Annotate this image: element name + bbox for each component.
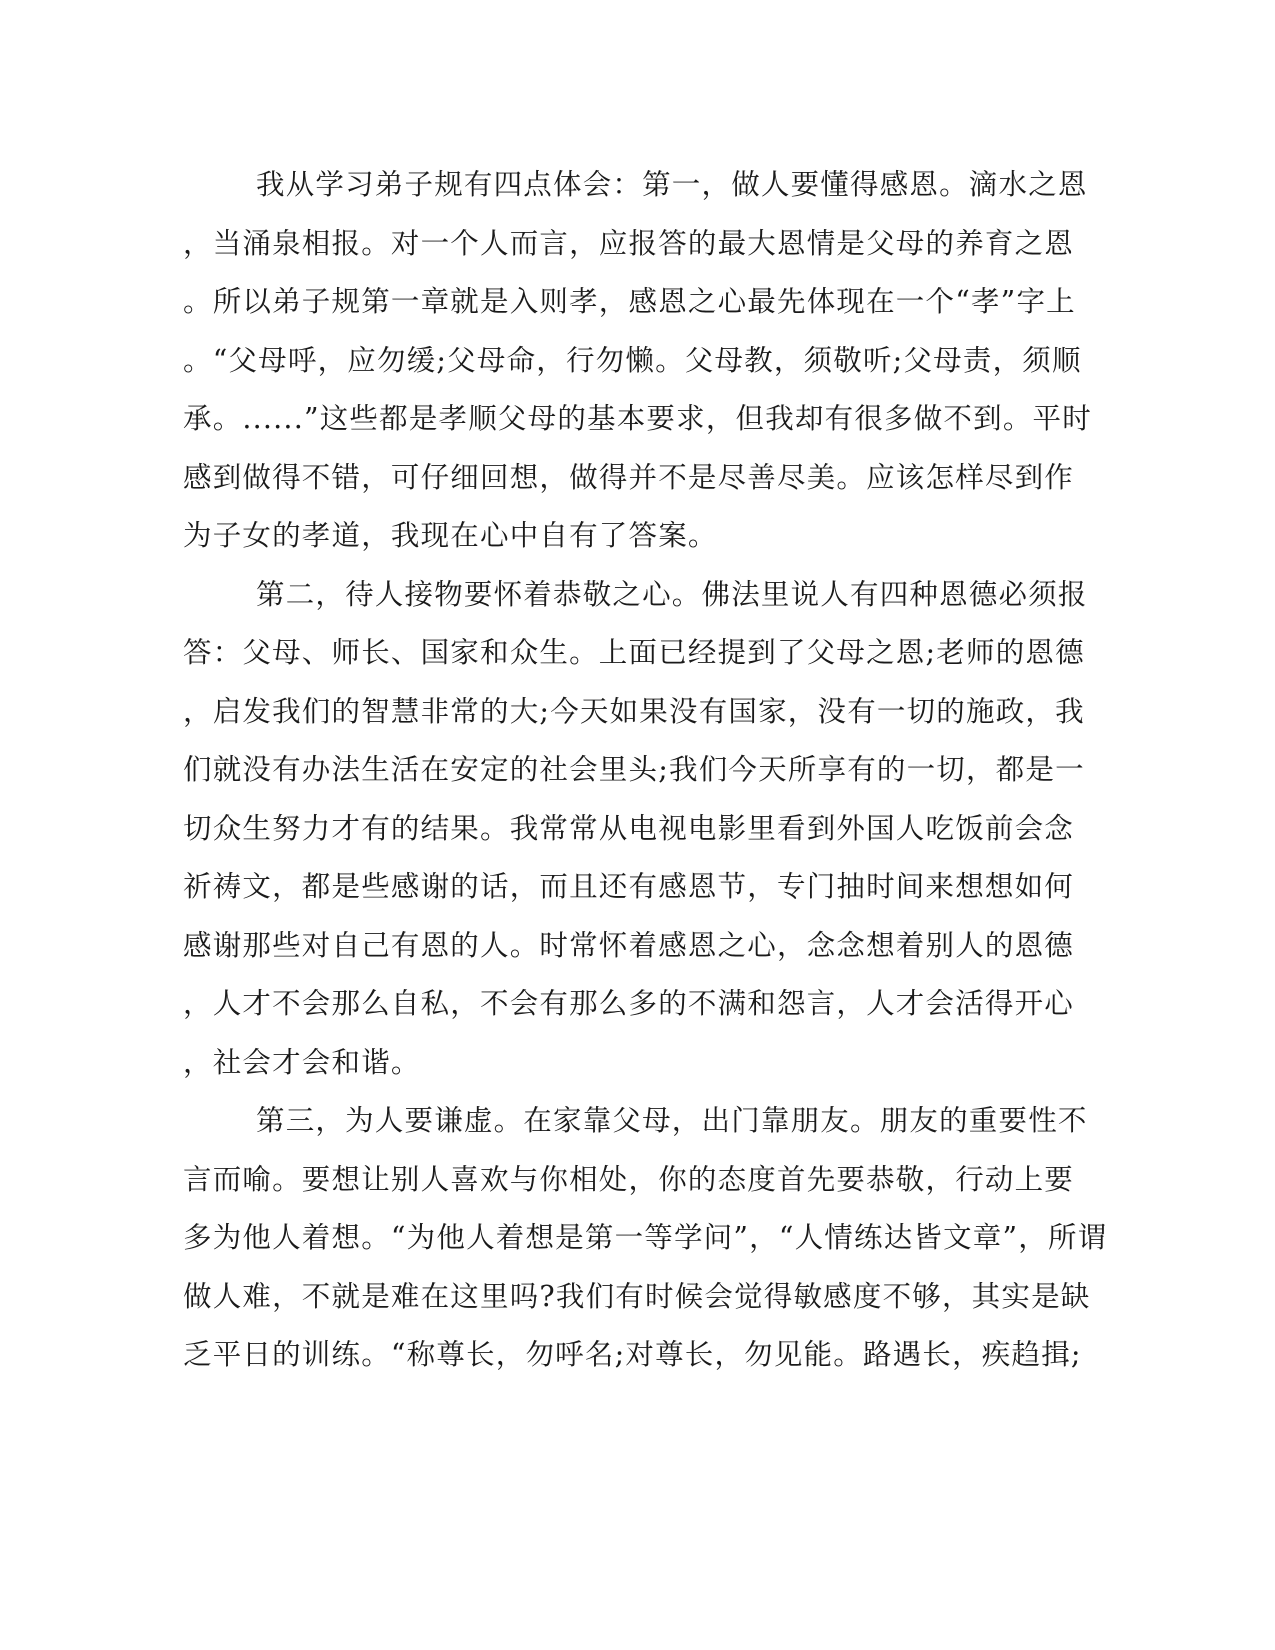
paragraph-2-line: 们就没有办法生活在安定的社会里头;我们今天所享有的一切，都是一 xyxy=(183,753,1085,786)
body-text xyxy=(183,162,1108,1391)
paragraph-3-first-line: 第三，为人要谦虚。在家靠父母，出门靠朋友。朋友的重要性不 xyxy=(256,1104,1088,1137)
paragraph-1-first-line: 我从学习弟子规有四点体会：第一，做人要懂得感恩。滴水之恩 xyxy=(256,168,1088,201)
paragraph-3-line: 做人难，不就是难在这里吗?我们有时候会觉得敏感度不够，其实是缺 xyxy=(183,1279,1091,1313)
paragraph-2-line: 切众生努力才有的结果。我常常从电视电影里看到外国人吃饭前会念 xyxy=(183,811,1075,845)
paragraph-1-line: 为子女的孝道，我现在心中自有了答案。 xyxy=(183,519,718,552)
paragraph-1-line: 感到做得不错，可仔细回想，做得并不是尽善尽美。应该怎样尽到作 xyxy=(183,460,1075,494)
paragraph-1-line: ，当涌泉相报。对一个人而言，应报答的最大恩情是父母的养育之恩 xyxy=(183,226,1075,260)
paragraph-1-line: 。所以弟子规第一章就是入则孝，感恩之心最先体现在一个“孝”字上 xyxy=(183,285,1076,318)
paragraph-2-line: ，人才不会那么自私，不会有那么多的不满和怨言，人才会活得开心 xyxy=(183,987,1075,1020)
paragraph-3-line: 言而喻。要想让别人喜欢与你相处，你的态度首先要恭敬，行动上要 xyxy=(183,1162,1075,1196)
paragraph-2-line: ，启发我们的智慧非常的大;今天如果没有国家，没有一切的施政，我 xyxy=(183,694,1085,728)
paragraph-1-line: 。“父母呼，应勿缓;父母命，行勿懒。父母教，须敬听;父母责，须顺 xyxy=(183,343,1082,377)
paragraph-2-line: ，社会才会和谐。 xyxy=(183,1045,421,1079)
paragraph-2-first-line: 第二，待人接物要怀着恭敬之心。佛法里说人有四种恩德必须报 xyxy=(256,577,1088,611)
paragraph-2-line: 祈祷文，都是些感谢的话，而且还有感恩节，专门抽时间来想想如何 xyxy=(183,870,1075,903)
paragraph-2-line: 答：父母、师长、国家和众生。上面已经提到了父母之恩;老师的恩德 xyxy=(183,636,1085,669)
paragraph-2-line: 感谢那些对自己有恩的人。时常怀着感恩之心，念念想着别人的恩德 xyxy=(183,928,1075,962)
paragraph-3-line: 乏平日的训练。“称尊长，勿呼名;对尊长，勿见能。路遇长，疾趋揖; xyxy=(183,1338,1082,1371)
paragraph-3-line: 多为他人着想。“为他人着想是第一等学问”，“人情练达皆文章”，所谓 xyxy=(183,1221,1108,1254)
paragraph-1-line: 承。......”这些都是孝顺父母的基本要求，但我却有很多做不到。平时 xyxy=(183,402,1092,435)
